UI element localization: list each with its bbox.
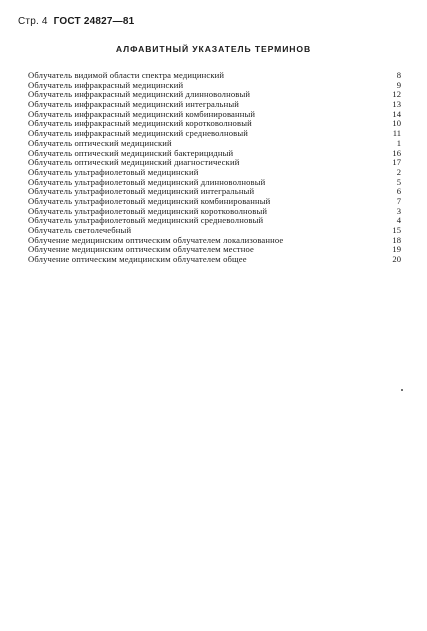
- index-entry-number: 1: [396, 137, 401, 148]
- index-entry-term: Облучатель ультрафиолетовый медицинский: [28, 166, 199, 177]
- index-entry-number: 16: [392, 147, 401, 158]
- index-entry-term: Облучение оптическим медицинским облучателем общее: [28, 254, 247, 265]
- page-header: [18, 16, 134, 27]
- index-entry-term: Облучение медицинским оптическим облучателем локализованное: [28, 234, 284, 245]
- scan-speck: [401, 389, 403, 391]
- index-title: АЛФАВИТНЫЙ УКАЗАТЕЛЬ ТЕРМИНОВ: [115, 44, 312, 54]
- index-entry-number: 9: [396, 79, 401, 90]
- index-entry-number: 20: [392, 254, 401, 265]
- index-entry-term: Облучатель видимой области спектра медицинский: [28, 70, 225, 80]
- index-entry-number: 2: [396, 166, 401, 177]
- index-entry-number: 3: [396, 205, 401, 216]
- index-entry-number: 17: [392, 157, 401, 168]
- index-entry-term: Облучатель оптический медицинский диагностический: [28, 157, 240, 168]
- page-number-label: Стр. 4: [18, 16, 48, 27]
- index-entry-term: Облучатель инфракрасный медицинский длинноволновый: [28, 89, 251, 100]
- index-entry-number: 8: [396, 70, 401, 80]
- terms-index-list: [28, 71, 401, 265]
- index-entry-number: 11: [392, 128, 401, 139]
- index-entry-number: 5: [396, 176, 401, 187]
- index-entry-term: Облучение медицинским оптическим облучателем местное: [28, 244, 254, 255]
- index-entry-term: Облучатель инфракрасный медицинский средневолновый: [28, 128, 249, 139]
- index-entry-number: 13: [392, 99, 401, 110]
- index-entry-number: 19: [392, 244, 401, 255]
- index-entry-term: Облучатель светолечебный: [28, 225, 132, 235]
- index-entry-term: Облучатель ультрафиолетовый медицинский средневолновый: [28, 215, 264, 226]
- index-entry-term: Облучатель ультрафиолетовый медицинский длинноволновый: [28, 176, 266, 187]
- index-entry-term: Облучатель ультрафиолетовый медицинский интегральный: [28, 186, 255, 197]
- index-entry-term: Облучатель инфракрасный медицинский коротковолновый: [28, 118, 252, 129]
- index-entry: [28, 255, 401, 265]
- index-entry-term: Облучатель ультрафиолетовый медицинский коротковолновый: [28, 205, 268, 216]
- index-entry-term: Облучатель ультрафиолетовый медицинский комбинированный: [28, 195, 271, 206]
- index-entry-term: Облучатель инфракрасный медицинский комбинированный: [28, 108, 256, 119]
- index-entry-number: 6: [396, 186, 401, 197]
- index-entry-number: 7: [396, 195, 401, 206]
- index-entry-number: 12: [392, 89, 401, 100]
- index-entry-number: 14: [392, 108, 401, 119]
- index-entry-number: 18: [392, 234, 401, 245]
- gost-standard-code: ГОСТ 24827—81: [53, 16, 135, 27]
- index-entry-term: Облучатель оптический медицинский: [28, 137, 172, 148]
- index-entry-number: 10: [392, 118, 401, 129]
- index-entry-number: 15: [392, 225, 401, 235]
- index-entry-term: Облучатель инфракрасный медицинский: [28, 79, 184, 90]
- index-entry-term: Облучатель инфракрасный медицинский интегральный: [28, 99, 239, 110]
- index-entry-number: 4: [396, 215, 401, 226]
- index-entry-term: Облучатель оптический медицинский бактерицидный: [28, 147, 234, 158]
